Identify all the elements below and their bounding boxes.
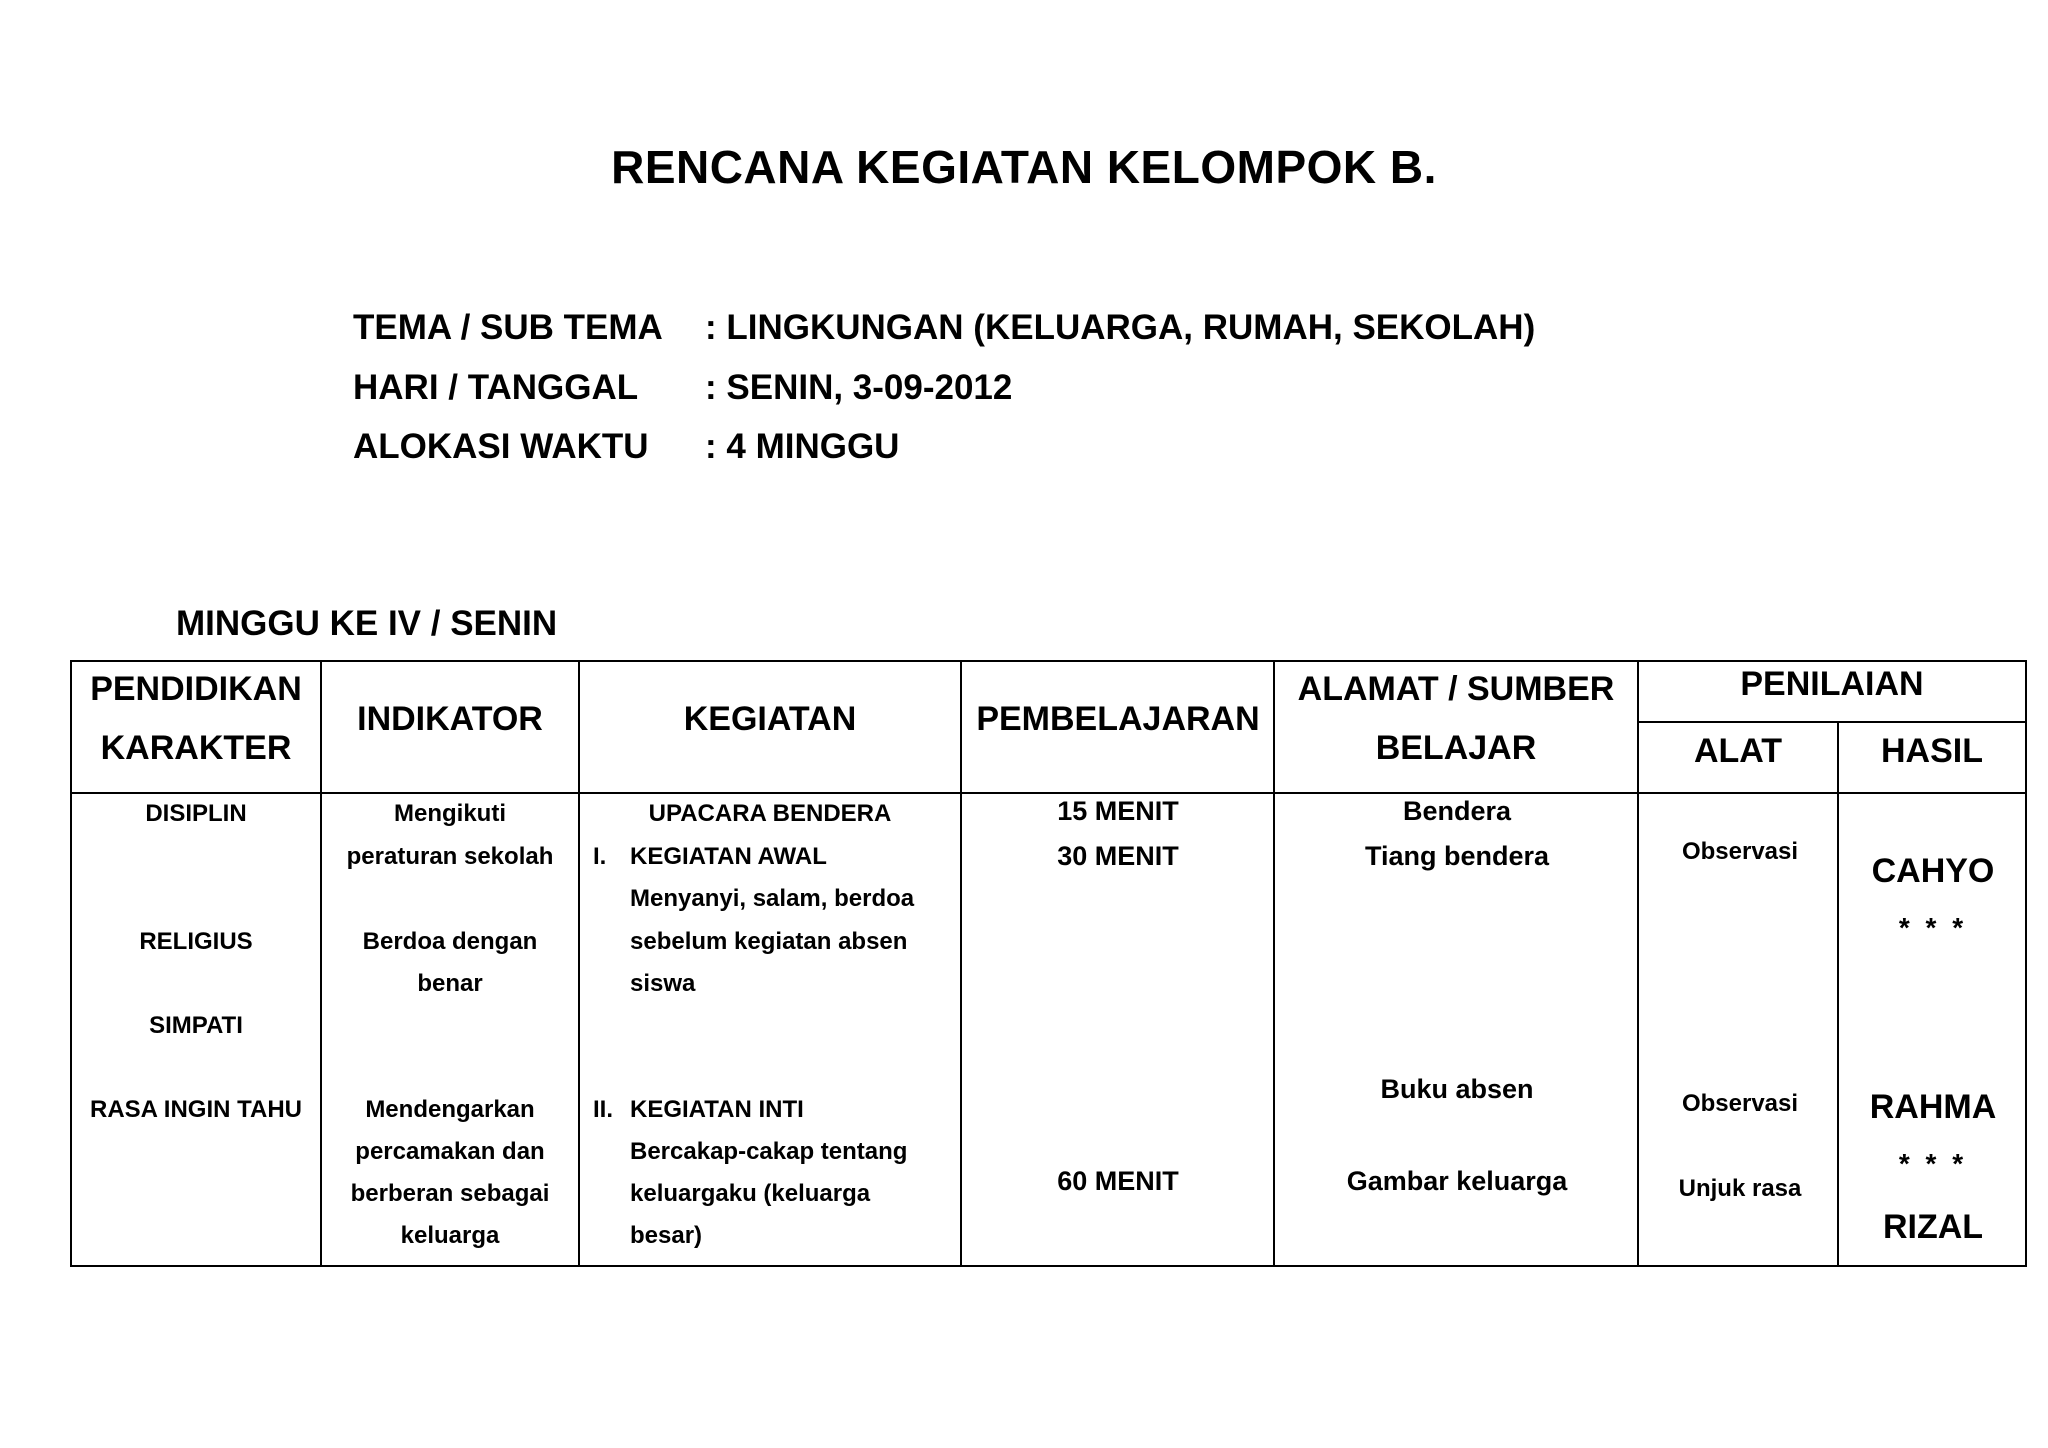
pembelajaran-time: 30 MENIT bbox=[1057, 841, 1179, 871]
page-title: RENCANA KEGIATAN KELOMPOK B. bbox=[611, 141, 1437, 193]
header-alamat: ALAMAT / SUMBER bbox=[1297, 670, 1615, 708]
sumber-belajar-item: Tiang bendera bbox=[1364, 841, 1550, 871]
kegiatan-inti-title: KEGIATAN INTI bbox=[630, 1096, 804, 1123]
indikator-line: Berdoa dengan bbox=[362, 928, 538, 955]
kegiatan-awal-line: sebelum kegiatan absen bbox=[630, 928, 908, 955]
alat-penilaian: Observasi bbox=[1681, 1090, 1799, 1117]
sumber-belajar-item: Bendera bbox=[1402, 796, 1512, 826]
indikator-line: percamakan dan bbox=[355, 1138, 545, 1165]
header-pendidikan: PENDIDIKAN bbox=[90, 670, 302, 708]
sumber-belajar-item: Gambar keluarga bbox=[1346, 1166, 1568, 1196]
info-value-hari: : SENIN, 3-09-2012 bbox=[705, 368, 1013, 407]
indikator-line: peraturan sekolah bbox=[346, 843, 554, 870]
header-karakter: KARAKTER bbox=[100, 729, 292, 767]
indikator-line: benar bbox=[417, 970, 483, 997]
sumber-belajar-item: Buku absen bbox=[1380, 1074, 1534, 1104]
indikator-line: Mendengarkan bbox=[365, 1096, 535, 1123]
info-label-hari: HARI / TANGGAL bbox=[353, 368, 639, 407]
pembelajaran-time: 15 MENIT bbox=[1057, 796, 1179, 826]
alat-penilaian: Observasi bbox=[1681, 838, 1799, 865]
header-hasil: HASIL bbox=[1881, 732, 1983, 770]
hasil-name: RAHMA bbox=[1869, 1088, 1997, 1126]
header-indikator: INDIKATOR bbox=[357, 700, 543, 738]
kegiatan-awal-line: siswa bbox=[630, 970, 696, 997]
header-penilaian: PENILAIAN bbox=[1740, 665, 1924, 703]
hasil-name: RIZAL bbox=[1882, 1208, 1984, 1246]
kegiatan-awal-line: Menyanyi, salam, berdoa bbox=[630, 885, 915, 912]
karakter-religius: RELIGIUS bbox=[139, 928, 253, 955]
hasil-stars: * * * bbox=[1898, 912, 1968, 943]
kegiatan-awal-title: KEGIATAN AWAL bbox=[630, 843, 827, 870]
indikator-line: berberan sebagai bbox=[350, 1180, 550, 1207]
hasil-name: CAHYO bbox=[1871, 852, 1995, 890]
alat-penilaian: Unjuk rasa bbox=[1678, 1175, 1802, 1202]
info-label-tema: TEMA / SUB TEMA bbox=[353, 308, 663, 347]
header-pembelajaran: PEMBELAJARAN bbox=[976, 700, 1260, 738]
karakter-simpati: SIMPATI bbox=[149, 1012, 243, 1039]
karakter-disiplin: DISIPLIN bbox=[145, 800, 247, 827]
info-value-tema: : LINGKUNGAN (KELUARGA, RUMAH, SEKOLAH) bbox=[705, 308, 1536, 347]
info-value-alokasi: : 4 MINGGU bbox=[705, 427, 900, 466]
indikator-line: Mengikuti bbox=[394, 800, 506, 827]
pembelajaran-time: 60 MENIT bbox=[1057, 1166, 1179, 1196]
header-kegiatan: KEGIATAN bbox=[683, 700, 857, 738]
karakter-rasa-ingin-tahu: RASA INGIN TAHU bbox=[90, 1096, 302, 1123]
info-label-alokasi: ALOKASI WAKTU bbox=[353, 427, 649, 466]
week-heading: MINGGU KE IV / SENIN bbox=[176, 604, 558, 643]
header-alat: ALAT bbox=[1693, 732, 1783, 770]
kegiatan-inti-number: II. bbox=[593, 1096, 614, 1123]
hasil-stars: * * * bbox=[1898, 1148, 1968, 1179]
kegiatan-inti-line: keluargaku (keluarga bbox=[630, 1180, 871, 1207]
kegiatan-upacara: UPACARA BENDERA bbox=[648, 800, 892, 827]
header-belajar: BELAJAR bbox=[1375, 729, 1537, 767]
kegiatan-inti-line: besar) bbox=[630, 1222, 703, 1249]
kegiatan-inti-line: Bercakap-cakap tentang bbox=[630, 1138, 908, 1165]
indikator-line: keluarga bbox=[400, 1222, 500, 1249]
kegiatan-awal-number: I. bbox=[593, 843, 607, 870]
